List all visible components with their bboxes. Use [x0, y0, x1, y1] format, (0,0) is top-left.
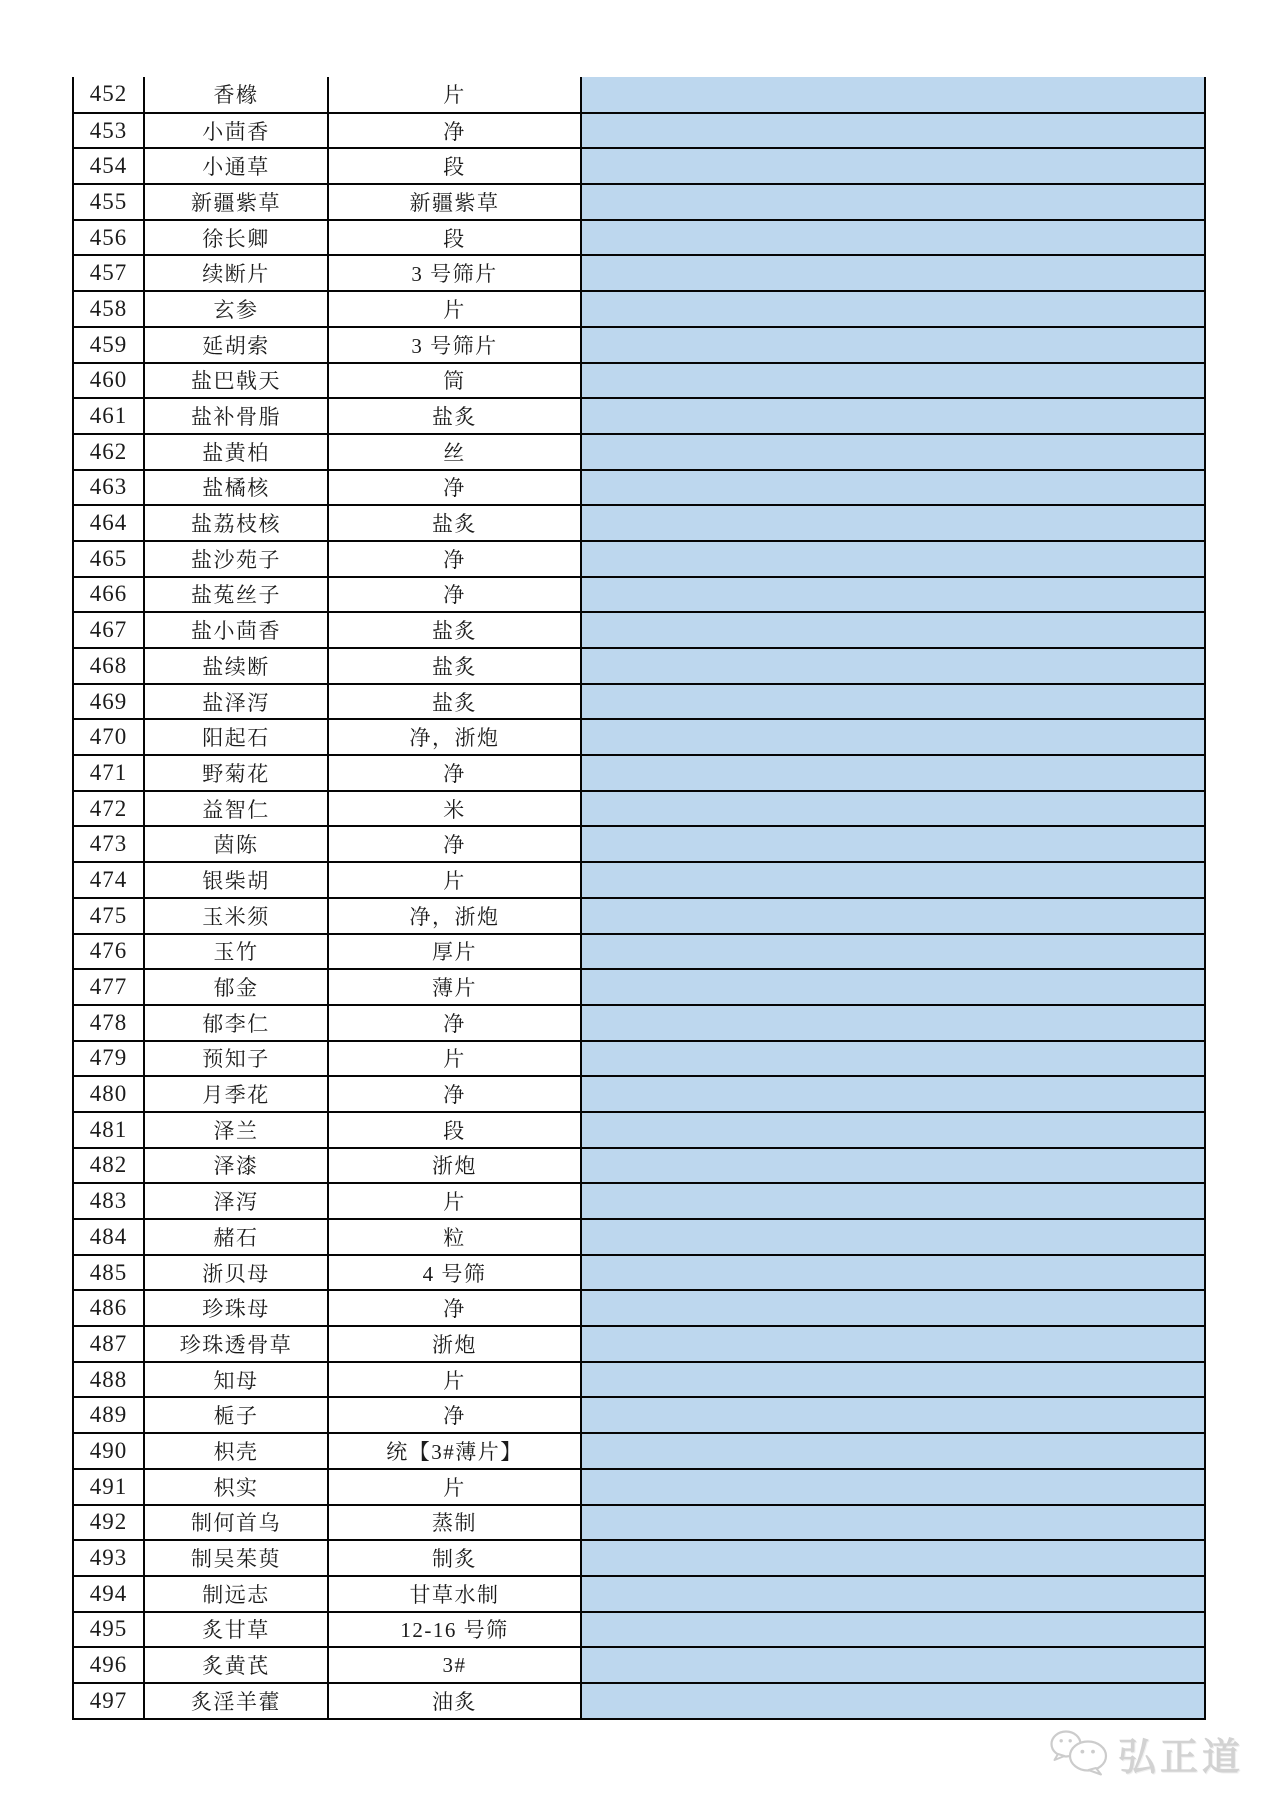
herb-name-cell: 盐续断 [144, 648, 328, 684]
table-row [73, 1041, 1205, 1077]
herb-name-cell: 炙淫羊藿 [144, 1683, 328, 1719]
table-row [73, 541, 1205, 577]
herb-name-cell: 炙黄芪 [144, 1647, 328, 1683]
table-row [73, 1076, 1205, 1112]
spec-cell: 盐炙 [328, 398, 581, 434]
row-number-cell: 484 [73, 1219, 144, 1255]
table-row [73, 862, 1205, 898]
table-row [73, 77, 1205, 113]
table-row [73, 1326, 1205, 1362]
herb-name-cell: 盐橘核 [144, 470, 328, 506]
herb-name-cell: 盐补骨脂 [144, 398, 328, 434]
row-number-cell: 478 [73, 1005, 144, 1041]
row-number-cell: 491 [73, 1469, 144, 1505]
herb-name-cell: 泽泻 [144, 1183, 328, 1219]
spec-cell: 片 [328, 1041, 581, 1077]
spec-cell: 净 [328, 1076, 581, 1112]
row-number-cell: 465 [73, 541, 144, 577]
herb-name-cell: 珍珠透骨草 [144, 1326, 328, 1362]
spec-cell: 净，浙炮 [328, 898, 581, 934]
row-number-cell: 467 [73, 612, 144, 648]
spec-cell: 油炙 [328, 1683, 581, 1719]
table-row [73, 791, 1205, 827]
herb-name-cell: 珍珠母 [144, 1290, 328, 1326]
table-row [73, 148, 1205, 184]
table-row [73, 1397, 1205, 1433]
row-number-cell: 457 [73, 255, 144, 291]
blank-cell [581, 1433, 1205, 1469]
herb-name-cell: 泽漆 [144, 1148, 328, 1184]
blank-cell [581, 291, 1205, 327]
spec-cell: 片 [328, 77, 581, 113]
spec-cell: 盐炙 [328, 684, 581, 720]
spec-cell: 3# [328, 1647, 581, 1683]
herb-name-cell: 盐荔枝核 [144, 505, 328, 541]
blank-cell [581, 898, 1205, 934]
row-number-cell: 453 [73, 113, 144, 149]
table-row [73, 1505, 1205, 1541]
blank-cell [581, 398, 1205, 434]
row-number-cell: 485 [73, 1255, 144, 1291]
row-number-cell: 488 [73, 1362, 144, 1398]
spec-cell: 净 [328, 541, 581, 577]
herb-name-cell: 香橼 [144, 77, 328, 113]
blank-cell [581, 1362, 1205, 1398]
herb-name-cell: 续断片 [144, 255, 328, 291]
table-row [73, 434, 1205, 470]
blank-cell [581, 862, 1205, 898]
blank-cell [581, 1005, 1205, 1041]
row-number-cell: 463 [73, 470, 144, 506]
herb-name-cell: 小茴香 [144, 113, 328, 149]
table-row [73, 1290, 1205, 1326]
table-row [73, 1612, 1205, 1648]
row-number-cell: 482 [73, 1148, 144, 1184]
table-row [73, 1255, 1205, 1291]
herb-name-cell: 小通草 [144, 148, 328, 184]
herb-table-body [73, 77, 1205, 1719]
row-number-cell: 487 [73, 1326, 144, 1362]
row-number-cell: 486 [73, 1290, 144, 1326]
blank-cell [581, 1219, 1205, 1255]
blank-cell [581, 220, 1205, 256]
herb-name-cell: 野菊花 [144, 755, 328, 791]
table-row [73, 898, 1205, 934]
herb-name-cell: 知母 [144, 1362, 328, 1398]
herb-name-cell: 盐巴戟天 [144, 363, 328, 399]
row-number-cell: 471 [73, 755, 144, 791]
blank-cell [581, 1505, 1205, 1541]
row-number-cell: 477 [73, 969, 144, 1005]
row-number-cell: 476 [73, 934, 144, 970]
row-number-cell: 495 [73, 1612, 144, 1648]
spec-cell: 片 [328, 1469, 581, 1505]
spec-cell: 盐炙 [328, 505, 581, 541]
spec-cell: 薄片 [328, 969, 581, 1005]
table-row [73, 1576, 1205, 1612]
table-row [73, 291, 1205, 327]
blank-cell [581, 1612, 1205, 1648]
table-row [73, 363, 1205, 399]
blank-cell [581, 1576, 1205, 1612]
spec-cell: 制炙 [328, 1540, 581, 1576]
table-row [73, 1433, 1205, 1469]
table-row [73, 220, 1205, 256]
table-row [73, 1183, 1205, 1219]
blank-cell [581, 791, 1205, 827]
blank-cell [581, 255, 1205, 291]
blank-cell [581, 1397, 1205, 1433]
blank-cell [581, 577, 1205, 613]
blank-cell [581, 434, 1205, 470]
table-row [73, 184, 1205, 220]
table-row [73, 612, 1205, 648]
row-number-cell: 469 [73, 684, 144, 720]
spec-cell: 片 [328, 291, 581, 327]
table-row [73, 113, 1205, 149]
spec-cell: 丝 [328, 434, 581, 470]
herb-name-cell: 银柴胡 [144, 862, 328, 898]
blank-cell [581, 1469, 1205, 1505]
table-row [73, 505, 1205, 541]
herb-table [72, 77, 1206, 1720]
blank-cell [581, 184, 1205, 220]
herb-name-cell: 盐菟丝子 [144, 577, 328, 613]
row-number-cell: 472 [73, 791, 144, 827]
row-number-cell: 466 [73, 577, 144, 613]
herb-name-cell: 制吴茱萸 [144, 1540, 328, 1576]
row-number-cell: 462 [73, 434, 144, 470]
row-number-cell: 455 [73, 184, 144, 220]
spec-cell: 净 [328, 755, 581, 791]
row-number-cell: 459 [73, 327, 144, 363]
table-row [73, 1112, 1205, 1148]
spec-cell: 净 [328, 113, 581, 149]
spec-cell: 筒 [328, 363, 581, 399]
blank-cell [581, 1683, 1205, 1719]
herb-name-cell: 茵陈 [144, 826, 328, 862]
table-row [73, 1683, 1205, 1719]
herb-name-cell: 预知子 [144, 1041, 328, 1077]
row-number-cell: 460 [73, 363, 144, 399]
herb-name-cell: 制远志 [144, 1576, 328, 1612]
table-row [73, 648, 1205, 684]
herb-name-cell: 延胡索 [144, 327, 328, 363]
spec-cell: 12-16 号筛 [328, 1612, 581, 1648]
table-row [73, 327, 1205, 363]
spec-cell: 蒸制 [328, 1505, 581, 1541]
row-number-cell: 490 [73, 1433, 144, 1469]
herb-name-cell: 盐沙苑子 [144, 541, 328, 577]
table-row [73, 755, 1205, 791]
herb-name-cell: 制何首乌 [144, 1505, 328, 1541]
row-number-cell: 496 [73, 1647, 144, 1683]
table-row [73, 1005, 1205, 1041]
blank-cell [581, 826, 1205, 862]
table-row [73, 719, 1205, 755]
herb-name-cell: 枳实 [144, 1469, 328, 1505]
row-number-cell: 456 [73, 220, 144, 256]
row-number-cell: 468 [73, 648, 144, 684]
blank-cell [581, 327, 1205, 363]
table-row [73, 1219, 1205, 1255]
blank-cell [581, 1076, 1205, 1112]
row-number-cell: 473 [73, 826, 144, 862]
table-row [73, 255, 1205, 291]
blank-cell [581, 148, 1205, 184]
table-row [73, 1362, 1205, 1398]
spec-cell: 净 [328, 1005, 581, 1041]
brand-watermark [1049, 1729, 1244, 1777]
spec-cell: 甘草水制 [328, 1576, 581, 1612]
table-row [73, 1148, 1205, 1184]
brand-text: 弘正道 [1117, 1736, 1244, 1779]
blank-cell [581, 648, 1205, 684]
herb-name-cell: 玉米须 [144, 898, 328, 934]
row-number-cell: 481 [73, 1112, 144, 1148]
herb-table-wrap [72, 77, 1206, 1720]
row-number-cell: 480 [73, 1076, 144, 1112]
herb-name-cell: 盐黄柏 [144, 434, 328, 470]
table-row [73, 470, 1205, 506]
spec-cell: 段 [328, 1112, 581, 1148]
spec-cell: 盐炙 [328, 612, 581, 648]
blank-cell [581, 541, 1205, 577]
spec-cell: 浙炮 [328, 1326, 581, 1362]
herb-name-cell: 炙甘草 [144, 1612, 328, 1648]
herb-name-cell: 益智仁 [144, 791, 328, 827]
table-row [73, 1540, 1205, 1576]
table-row [73, 577, 1205, 613]
blank-cell [581, 1326, 1205, 1362]
table-row [73, 398, 1205, 434]
herb-name-cell: 阳起石 [144, 719, 328, 755]
blank-cell [581, 969, 1205, 1005]
spec-cell: 段 [328, 220, 581, 256]
table-row [73, 684, 1205, 720]
herb-name-cell: 郁金 [144, 969, 328, 1005]
wechat-icon [1049, 1729, 1111, 1777]
herb-name-cell: 浙贝母 [144, 1255, 328, 1291]
blank-cell [581, 363, 1205, 399]
row-number-cell: 493 [73, 1540, 144, 1576]
blank-cell [581, 1183, 1205, 1219]
row-number-cell: 479 [73, 1041, 144, 1077]
spec-cell: 净 [328, 1397, 581, 1433]
row-number-cell: 452 [73, 77, 144, 113]
spec-cell: 3 号筛片 [328, 327, 581, 363]
spec-cell: 片 [328, 1183, 581, 1219]
blank-cell [581, 684, 1205, 720]
herb-name-cell: 泽兰 [144, 1112, 328, 1148]
spec-cell: 净，浙炮 [328, 719, 581, 755]
row-number-cell: 494 [73, 1576, 144, 1612]
blank-cell [581, 612, 1205, 648]
blank-cell [581, 1112, 1205, 1148]
blank-cell [581, 1290, 1205, 1326]
herb-name-cell: 月季花 [144, 1076, 328, 1112]
blank-cell [581, 934, 1205, 970]
spec-cell: 统【3#薄片】 [328, 1433, 581, 1469]
spec-cell: 新疆紫草 [328, 184, 581, 220]
row-number-cell: 492 [73, 1505, 144, 1541]
herb-name-cell: 徐长卿 [144, 220, 328, 256]
spec-cell: 米 [328, 791, 581, 827]
row-number-cell: 458 [73, 291, 144, 327]
blank-cell [581, 1255, 1205, 1291]
herb-name-cell: 枳壳 [144, 1433, 328, 1469]
herb-name-cell: 新疆紫草 [144, 184, 328, 220]
blank-cell [581, 1647, 1205, 1683]
row-number-cell: 461 [73, 398, 144, 434]
blank-cell [581, 719, 1205, 755]
herb-name-cell: 郁李仁 [144, 1005, 328, 1041]
row-number-cell: 474 [73, 862, 144, 898]
spec-cell: 厚片 [328, 934, 581, 970]
row-number-cell: 454 [73, 148, 144, 184]
spec-cell: 浙炮 [328, 1148, 581, 1184]
row-number-cell: 489 [73, 1397, 144, 1433]
table-row [73, 969, 1205, 1005]
herb-name-cell: 赭石 [144, 1219, 328, 1255]
herb-name-cell: 玄参 [144, 291, 328, 327]
herb-name-cell: 盐小茴香 [144, 612, 328, 648]
herb-name-cell: 玉竹 [144, 934, 328, 970]
blank-cell [581, 77, 1205, 113]
spec-cell: 4 号筛 [328, 1255, 581, 1291]
row-number-cell: 497 [73, 1683, 144, 1719]
row-number-cell: 464 [73, 505, 144, 541]
spec-cell: 片 [328, 862, 581, 898]
spec-cell: 粒 [328, 1219, 581, 1255]
spec-cell: 3 号筛片 [328, 255, 581, 291]
spec-cell: 片 [328, 1362, 581, 1398]
spec-cell: 净 [328, 1290, 581, 1326]
blank-cell [581, 1148, 1205, 1184]
table-row [73, 934, 1205, 970]
blank-cell [581, 505, 1205, 541]
spec-cell: 净 [328, 470, 581, 506]
spec-cell: 净 [328, 577, 581, 613]
herb-name-cell: 栀子 [144, 1397, 328, 1433]
blank-cell [581, 1041, 1205, 1077]
spec-cell: 盐炙 [328, 648, 581, 684]
blank-cell [581, 1540, 1205, 1576]
table-row [73, 826, 1205, 862]
table-row [73, 1647, 1205, 1683]
herb-name-cell: 盐泽泻 [144, 684, 328, 720]
blank-cell [581, 113, 1205, 149]
row-number-cell: 470 [73, 719, 144, 755]
row-number-cell: 483 [73, 1183, 144, 1219]
spec-cell: 段 [328, 148, 581, 184]
spec-cell: 净 [328, 826, 581, 862]
table-row [73, 1469, 1205, 1505]
row-number-cell: 475 [73, 898, 144, 934]
blank-cell [581, 470, 1205, 506]
blank-cell [581, 755, 1205, 791]
